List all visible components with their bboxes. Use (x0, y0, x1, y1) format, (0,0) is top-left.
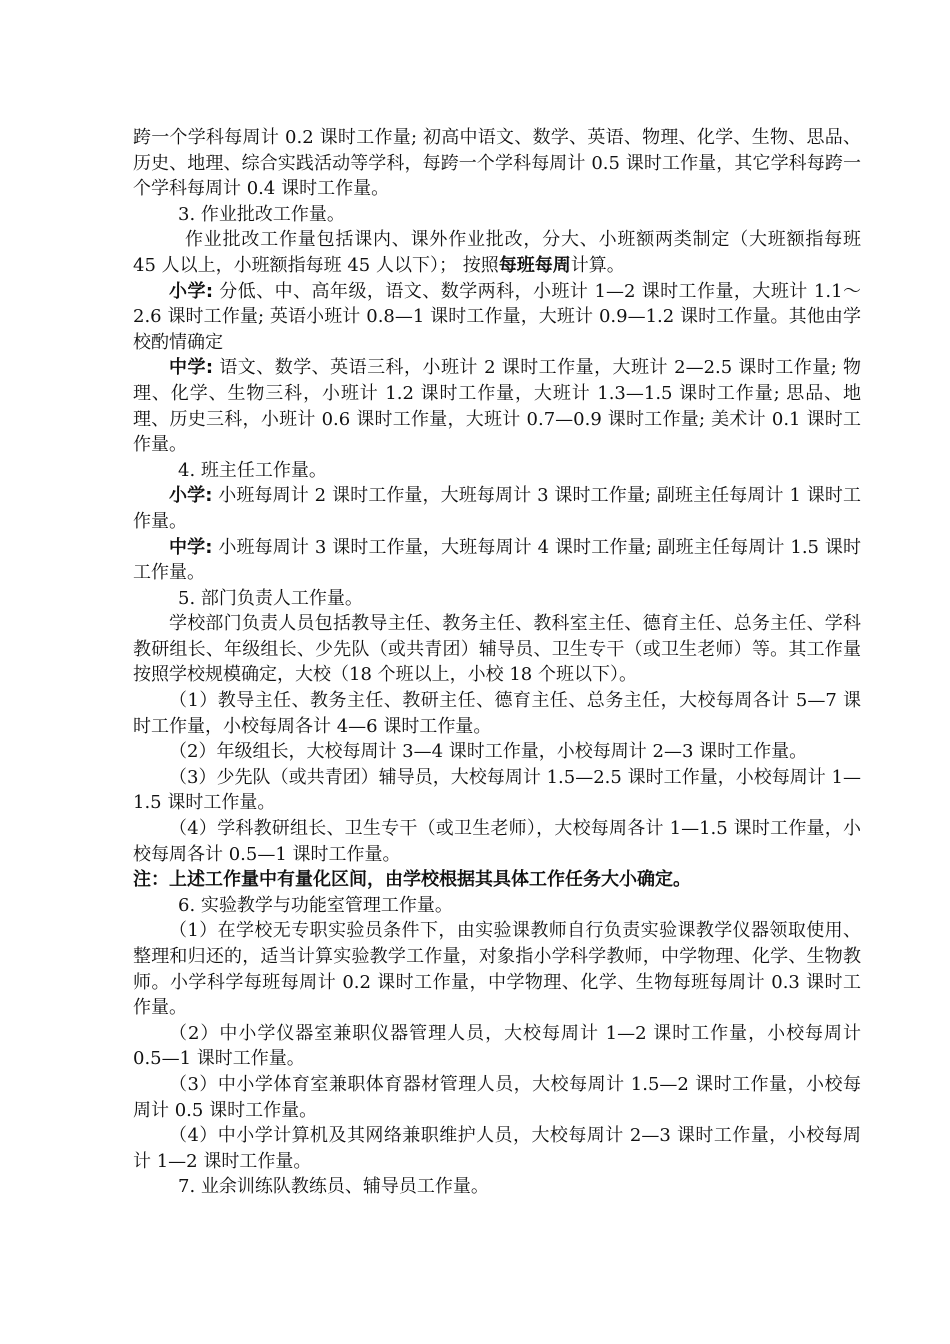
document-page (133, 125, 861, 1200)
paragraph-lab-item-2: （2）中小学仪器室兼职仪器管理人员，大校每周计 1—2 课时工作量，小校每周计 0.5—1 课时工作量。 (133, 1022, 861, 1070)
middle-label: 中学: (169, 536, 213, 558)
paragraph-middle-homework (133, 355, 861, 457)
middle-label: 中学: (169, 357, 214, 379)
heading-class-teacher-workload: 4. 班主任工作量。 (178, 459, 327, 481)
paragraph-middle-class-teacher (133, 535, 861, 586)
primary-homework-text: 分低、中、高年级，语文、数学两科，小班计 1—2 课时工作量，大班计 1.1～2.6 课时工作量; 英语小班计 0.8—1 课时工作量，大班计 0.9—1.2 课时工作量。其他由学校酌情确定 (133, 280, 861, 353)
paragraph-primary-class-teacher (133, 483, 861, 534)
heading-coach-workload: 7. 业余训练队教练员、辅导员工作量。 (178, 1176, 489, 1198)
primary-class-teacher-text: 小班每周计 2 课时工作量，大班每周计 3 课时工作量; 副班主任每周计 1 课时工作量。 (133, 485, 861, 532)
paragraph-lab-item-4: （4）中小学计算机及其网络兼职维护人员，大校每周计 2—3 课时工作量，小校每周计 1—2 课时工作量。 (133, 1125, 861, 1172)
heading-department-head-workload: 5. 部门负责人工作量。 (178, 587, 363, 609)
paragraph-department-item-2: （2）年级组长，大校每周计 3—4 课时工作量，小校每周计 2—3 课时工作量。 (169, 741, 808, 763)
paragraph-department-item-1: （1）教导主任、教务主任、教研主任、德育主任、总务主任，大校每周各计 5—7 课时工作量，小校每周各计 4—6 课时工作量。 (133, 690, 861, 737)
note-quantified-range: 注：上述工作量中有量化区间，由学校根据其具体工作任务大小确定。 (133, 869, 691, 891)
primary-label: 小学: (169, 280, 214, 302)
paragraph-primary-homework (133, 279, 861, 356)
homework-intro-text: 作业批改工作量包括课内、课外作业批改，分大、小班额两类制定（大班额指每班 45 人以上，小班额指每班 45 人以下）； 按照 (133, 229, 861, 276)
per-class-per-week-emphasis: 每班每周 (498, 254, 571, 276)
paragraph-department-item-3: （3）少先队（或共青团）辅导员，大校每周计 1.5—2.5 课时工作量，小校每周计 1—1.5 课时工作量。 (133, 766, 861, 814)
paragraph-lab-item-3: （3）中小学体育室兼职体育器材管理人员，大校每周计 1.5—2 课时工作量，小校每周计 0.5 课时工作量。 (133, 1073, 861, 1121)
primary-label: 小学: (169, 485, 213, 507)
paragraph-subject-crossing: 跨一个学科每周计 0.2 课时工作量; 初高中语文、数学、英语、物理、化学、生物、思品、历史、地理、综合实践活动等学科，每跨一个学科每周计 0.5 课时工作量，其它学科每跨一个学科每周计 0.4 课时工作量。 (133, 127, 861, 200)
middle-homework-text: 语文、数学、英语三科，小班计 2 课时工作量，大班计 2—2.5 课时工作量; 物理、化学、生物三科，小班计 1.2 课时工作量，大班计 1.3—1.5 课时工作量; 思品、地理、历史三科，小班计 0.6 课时工作量，大班计 0.7—0.9 课时工作量; 美术计 0.1 课时工作量。 (133, 357, 861, 456)
heading-lab-workload: 6. 实验教学与功能室管理工作量。 (178, 894, 453, 916)
paragraph-department-heads: 学校部门负责人员包括教导主任、教务主任、教科室主任、德育主任、总务主任、学科教研组长、年级组长、少先队（或共青团）辅导员、卫生专干（或卫生老师）等。其工作量按照学校规模确定，大校（18 个班以上，小校 18 个班以下）。 (133, 613, 861, 686)
heading-homework-workload: 3. 作业批改工作量。 (178, 203, 345, 225)
paragraph-lab-item-1: （1）在学校无专职实验员条件下，由实验课教师自行负责实验课教学仪器领取使用、整理和归还的，适当计算实验教学工作量，对象指小学科学教师，中学物理、化学、生物教师。小学科学每班每周计 0.2 课时工作量，中学物理、化学、生物每班每周计 0.3 课时工作量。 (133, 920, 861, 1019)
paragraph-homework-intro (133, 227, 861, 278)
paragraph-department-item-4: （4）学科教研组长、卫生专干（或卫生老师），大校每周各计 1—1.5 课时工作量，小校每周各计 0.5—1 课时工作量。 (133, 818, 861, 865)
middle-class-teacher-text: 小班每周计 3 课时工作量，大班每周计 4 课时工作量; 副班主任每周计 1.5 课时工作量。 (133, 536, 861, 584)
homework-intro-end: 计算。 (570, 254, 625, 276)
